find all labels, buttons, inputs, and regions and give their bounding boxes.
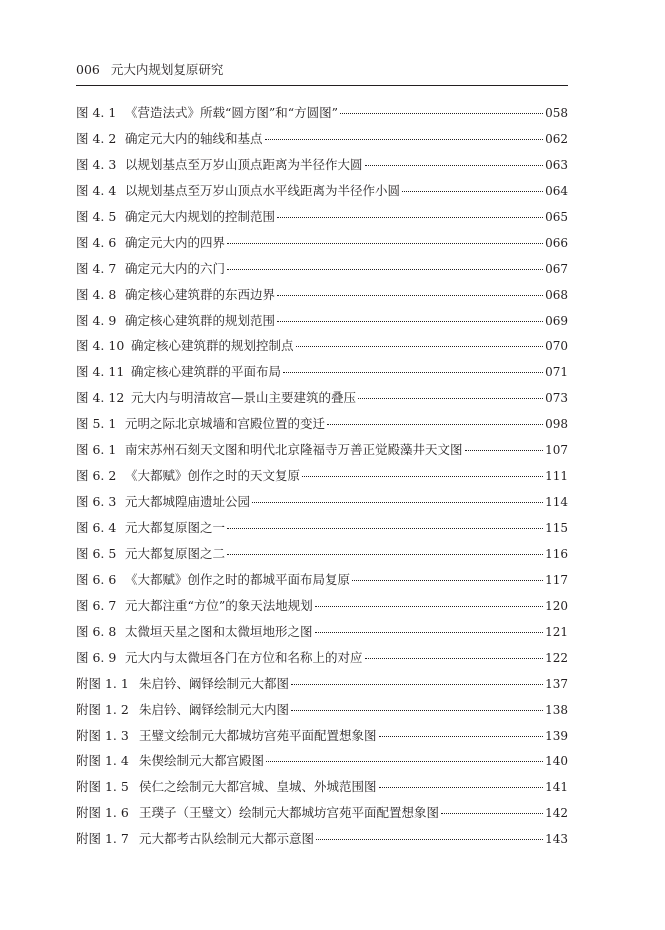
header-rule <box>76 85 568 86</box>
dot-leader <box>379 722 544 737</box>
toc-entry <box>76 723 568 749</box>
dot-leader <box>352 566 543 581</box>
dot-leader <box>265 125 544 140</box>
toc-entry <box>76 541 568 567</box>
figure-title: 元大都复原图之一 <box>125 520 226 535</box>
figure-number: 附图 1. 2 <box>76 701 129 717</box>
figure-title: 确定元大内规划的控制范围 <box>125 208 276 224</box>
figure-title: 确定核心建筑群的规划控制点 <box>131 338 294 354</box>
page-number: 120 <box>545 598 568 613</box>
toc-entry <box>76 411 568 437</box>
figure-title: 确定核心建筑群的东西边界 <box>125 286 276 302</box>
figure-number: 图 6. 7 <box>76 597 117 613</box>
figure-title: 太微垣天星之图和太微垣地形之图 <box>125 623 313 639</box>
figure-title: 元大都考古队绘制元大都示意图 <box>139 831 315 847</box>
figure-title: 确定元大内的轴线和基点 <box>125 130 263 146</box>
figure-number: 附图 1. 5 <box>76 779 129 795</box>
dot-leader <box>340 99 543 114</box>
dot-leader <box>227 514 543 529</box>
dot-leader <box>315 592 543 607</box>
figure-number: 图 4. 2 <box>76 130 117 146</box>
figure-number: 图 6. 9 <box>76 649 117 665</box>
dot-leader <box>327 410 543 425</box>
figure-number: 附图 1. 4 <box>76 753 129 769</box>
toc-entry <box>76 800 568 826</box>
dot-leader <box>296 332 544 347</box>
page-number: 065 <box>545 209 568 224</box>
toc-entry <box>76 152 568 178</box>
figure-title: 朱偰绘制元大都宫殿图 <box>139 753 265 769</box>
page-number: 117 <box>545 572 568 587</box>
figure-title: 侯仁之绘制元大都宫城、皇城、外城范围图 <box>139 779 377 795</box>
dot-leader <box>441 799 543 814</box>
figure-title: 确定元大内的四界 <box>125 234 226 250</box>
dot-leader <box>277 281 543 296</box>
page-number: 143 <box>545 832 568 847</box>
toc-entry <box>76 515 568 541</box>
toc-entry <box>76 308 568 334</box>
header-page-number: 006 <box>76 62 100 77</box>
figure-number: 图 4. 1 <box>76 105 117 120</box>
dot-leader <box>277 307 543 322</box>
dot-leader <box>402 177 543 192</box>
page-number: 058 <box>545 106 568 120</box>
dot-leader <box>227 540 543 555</box>
dot-leader <box>277 203 543 218</box>
toc-entry <box>76 645 568 671</box>
figure-number: 图 4. 12 <box>76 390 125 406</box>
page-number: 066 <box>545 235 568 250</box>
figure-title: 以规划基点至万岁山顶点距离为半径作大圆 <box>125 156 363 172</box>
dot-leader <box>358 384 543 399</box>
toc-entry <box>76 333 568 359</box>
figure-title: 王璧文绘制元大都城坊宫苑平面配置想象图 <box>139 727 377 743</box>
toc-entry <box>76 774 568 800</box>
dot-leader <box>365 644 544 659</box>
figure-number: 图 5. 1 <box>76 416 117 432</box>
figure-title: 确定核心建筑群的规划范围 <box>125 312 276 328</box>
page-number: 142 <box>545 806 568 821</box>
figure-title: 元大内与明清故宫—景山主要建筑的叠压 <box>131 390 357 406</box>
dot-leader <box>291 670 543 685</box>
figure-title: 元大都复原图之二 <box>125 545 226 561</box>
toc-entry <box>76 826 568 852</box>
figure-number: 图 4. 9 <box>76 312 117 328</box>
toc-entry <box>76 619 568 645</box>
toc-entry <box>76 385 568 411</box>
dot-leader <box>252 488 543 503</box>
dot-leader <box>302 462 543 477</box>
page-number: 063 <box>545 157 568 172</box>
toc-entry <box>76 359 568 385</box>
page-number: 073 <box>545 391 568 406</box>
figure-title: 元大都注重“方位”的象天法地规划 <box>125 597 313 613</box>
figure-number: 图 4. 8 <box>76 286 117 302</box>
page-number: 114 <box>545 495 568 510</box>
toc-entry <box>76 489 568 515</box>
figure-title: 元大都城隍庙遗址公园 <box>125 494 251 510</box>
figure-title: 以规划基点至万岁山顶点水平线距离为半径作小圆 <box>125 182 401 198</box>
running-header <box>76 62 223 78</box>
page-number: 064 <box>545 183 568 198</box>
page-number: 141 <box>545 780 568 795</box>
dot-leader <box>365 151 544 166</box>
figure-title: 确定核心建筑群的平面布局 <box>131 364 282 380</box>
toc-entry <box>76 282 568 308</box>
dot-leader <box>465 436 544 451</box>
figure-title: 确定元大内的六门 <box>125 260 226 276</box>
figure-number: 图 6. 8 <box>76 623 117 639</box>
figure-number: 附图 1. 1 <box>76 675 129 691</box>
dot-leader <box>227 229 543 244</box>
page-number: 071 <box>545 365 568 380</box>
page-number: 116 <box>545 546 568 561</box>
page-number: 070 <box>545 339 568 354</box>
toc-entry <box>76 463 568 489</box>
figure-number: 附图 1. 3 <box>76 727 129 743</box>
figure-number: 图 6. 1 <box>76 442 117 458</box>
figure-title: 元明之际北京城墙和宫殿位置的变迁 <box>125 416 326 432</box>
header-book-title: 元大内规划复原研究 <box>110 62 224 77</box>
figure-number: 图 6. 6 <box>76 571 117 587</box>
figure-number: 图 4. 3 <box>76 156 117 172</box>
page-number: 107 <box>545 443 568 458</box>
dot-leader <box>227 255 543 270</box>
toc-entry <box>76 437 568 463</box>
figure-title: 南宋苏州石刻天文图和明代北京隆福寺万善正觉殿藻井天文图 <box>125 442 463 458</box>
dot-leader <box>315 618 544 633</box>
figure-title: 朱启钤、阚铎绘制元大都图 <box>139 675 290 691</box>
dot-leader <box>379 773 544 788</box>
toc-entry <box>76 748 568 774</box>
figure-number: 图 4. 10 <box>76 338 125 354</box>
figure-title: 《大都赋》创作之时的都城平面布局复原 <box>125 571 351 587</box>
toc-entry <box>76 204 568 230</box>
figure-title: 朱启钤、阚铎绘制元大内图 <box>139 701 290 717</box>
figure-number: 图 6. 5 <box>76 545 117 561</box>
page-number: 137 <box>545 676 568 691</box>
toc-entry <box>76 697 568 723</box>
figure-number: 图 6. 4 <box>76 520 117 535</box>
toc-entry <box>76 671 568 697</box>
page-number: 121 <box>545 624 568 639</box>
figure-list <box>76 100 568 852</box>
figure-number: 图 4. 5 <box>76 208 117 224</box>
figure-title: 王璞子（王璧文）绘制元大都城坊宫苑平面配置想象图 <box>139 805 440 821</box>
page-number: 139 <box>545 728 568 743</box>
toc-entry <box>76 100 568 126</box>
figure-number: 图 4. 4 <box>76 182 117 198</box>
page-number: 122 <box>545 650 568 665</box>
figure-title: 元大内与太微垣各门在方位和名称上的对应 <box>125 649 363 665</box>
page-number: 138 <box>545 702 568 717</box>
figure-number: 图 6. 3 <box>76 494 117 510</box>
dot-leader <box>266 747 543 762</box>
page-number: 111 <box>545 469 568 484</box>
toc-entry <box>76 256 568 282</box>
page-number: 115 <box>545 521 568 535</box>
toc-entry <box>76 178 568 204</box>
page-number: 067 <box>545 261 568 276</box>
page-number: 140 <box>545 754 568 769</box>
dot-leader <box>291 696 543 711</box>
figure-title: 《大都赋》创作之时的天文复原 <box>125 468 301 484</box>
figure-title: 《营造法式》所载“圆方图”和“方圆图” <box>125 105 339 120</box>
page-number: 062 <box>545 131 568 146</box>
figure-number: 图 6. 2 <box>76 468 117 484</box>
figure-number: 图 4. 6 <box>76 234 117 250</box>
figure-number: 附图 1. 7 <box>76 831 129 847</box>
page-number: 068 <box>545 287 568 302</box>
toc-entry <box>76 126 568 152</box>
dot-leader <box>283 358 543 373</box>
figure-number: 图 4. 7 <box>76 260 117 276</box>
page-number: 098 <box>545 417 568 432</box>
figure-number: 附图 1. 6 <box>76 805 129 821</box>
page-number: 069 <box>545 313 568 328</box>
dot-leader <box>316 825 543 840</box>
toc-entry <box>76 567 568 593</box>
toc-entry <box>76 230 568 256</box>
figure-number: 图 4. 11 <box>76 364 125 380</box>
toc-entry <box>76 593 568 619</box>
